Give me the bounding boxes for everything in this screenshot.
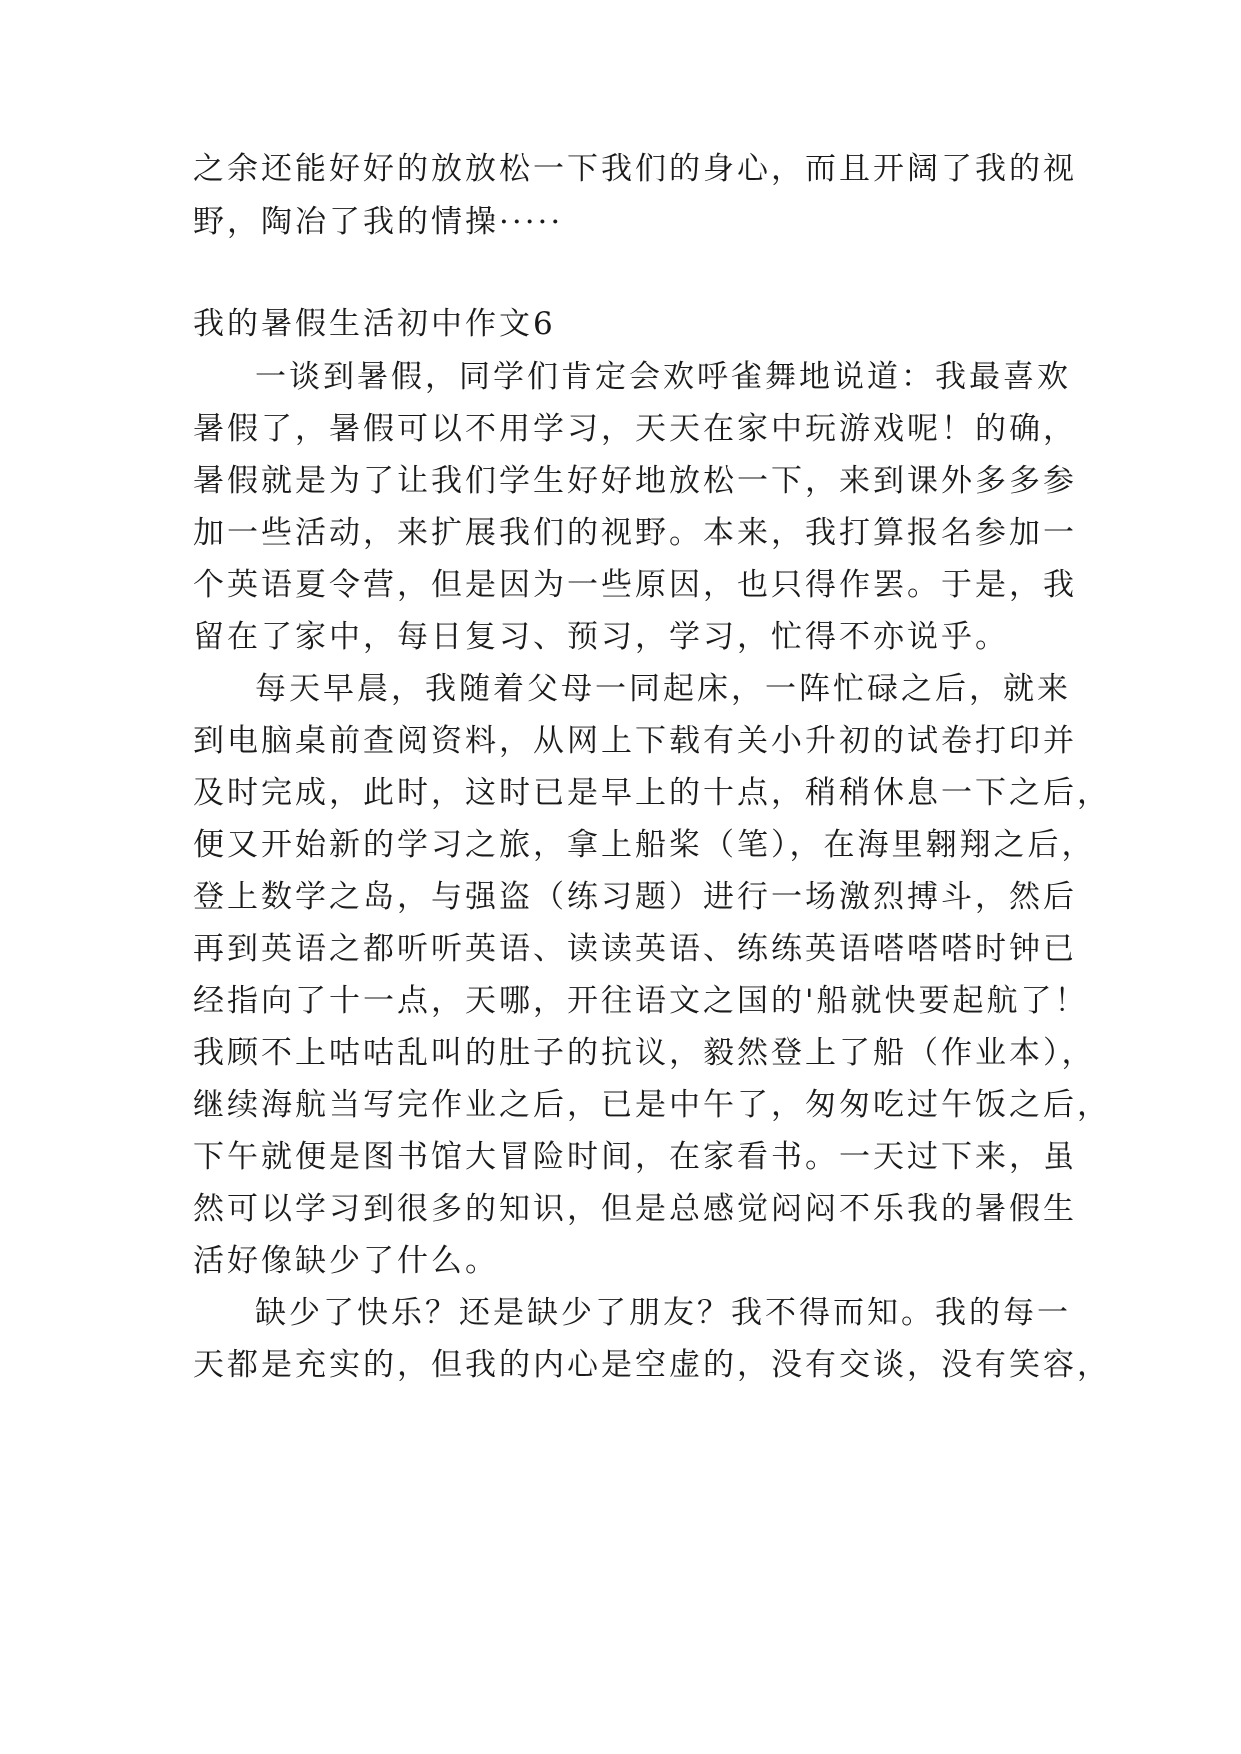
paragraph-line: 每天早晨，我随着父母一同起床，一阵忙碌之后，就来 [255, 671, 1071, 707]
continuation-line: 之余还能好好的放放松一下我们的身心，而且开阔了我的视 [193, 151, 1077, 187]
paragraph-line: 登上数学之岛，与强盗（练习题）进行一场激烈搏斗，然后 [193, 879, 1077, 915]
paragraph-line: 暑假就是为了让我们学生好好地放松一下，来到课外多多参 [193, 463, 1077, 499]
paragraph-line: 暑假了，暑假可以不用学习，天天在家中玩游戏呢！的确， [193, 411, 1077, 447]
paragraph-line: 下午就便是图书馆大冒险时间，在家看书。一天过下来，虽 [193, 1139, 1077, 1175]
paragraph-line: 到电脑桌前查阅资料，从网上下载有关小升初的试卷打印并 [193, 723, 1077, 759]
paragraph-line: 天都是充实的，但我的内心是空虚的，没有交谈，没有笑容， [193, 1347, 1111, 1383]
paragraph-line: 继续海航当写完作业之后，已是中午了，匆匆吃过午饭之后， [193, 1087, 1111, 1123]
continuation-line: 野，陶冶了我的情操····· [193, 204, 564, 240]
paragraph-line: 再到英语之都听听英语、读读英语、练练英语嗒嗒嗒时钟已 [193, 931, 1077, 967]
paragraph-line: 便又开始新的学习之旅，拿上船桨（笔），在海里翱翔之后， [193, 827, 1096, 863]
paragraph-line: 一谈到暑假，同学们肯定会欢呼雀舞地说道：我最喜欢 [255, 359, 1071, 395]
paragraph-line: 加一些活动，来扩展我们的视野。本来，我打算报名参加一 [193, 515, 1077, 551]
paragraph-line: 缺少了快乐？还是缺少了朋友？我不得而知。我的每一 [255, 1295, 1071, 1331]
paragraph-line: 经指向了十一点，天哪，开往语文之国的'船就快要起航了！ [193, 983, 1089, 1019]
paragraph-line: 留在了家中，每日复习、预习，学习，忙得不亦说乎。 [193, 619, 1009, 655]
paragraph-line: 我顾不上咕咕乱叫的肚子的抗议，毅然登上了船（作业本）， [193, 1035, 1096, 1071]
paragraph-line: 然可以学习到很多的知识，但是总感觉闷闷不乐我的暑假生 [193, 1191, 1077, 1227]
section-title: 我的暑假生活初中作文6 [193, 306, 556, 342]
paragraph-line: 个英语夏令营，但是因为一些原因，也只得作罢。于是，我 [193, 567, 1077, 603]
paragraph-line: 活好像缺少了什么。 [193, 1243, 499, 1279]
paragraph-line: 及时完成，此时，这时已是早上的十点，稍稍休息一下之后， [193, 775, 1111, 811]
